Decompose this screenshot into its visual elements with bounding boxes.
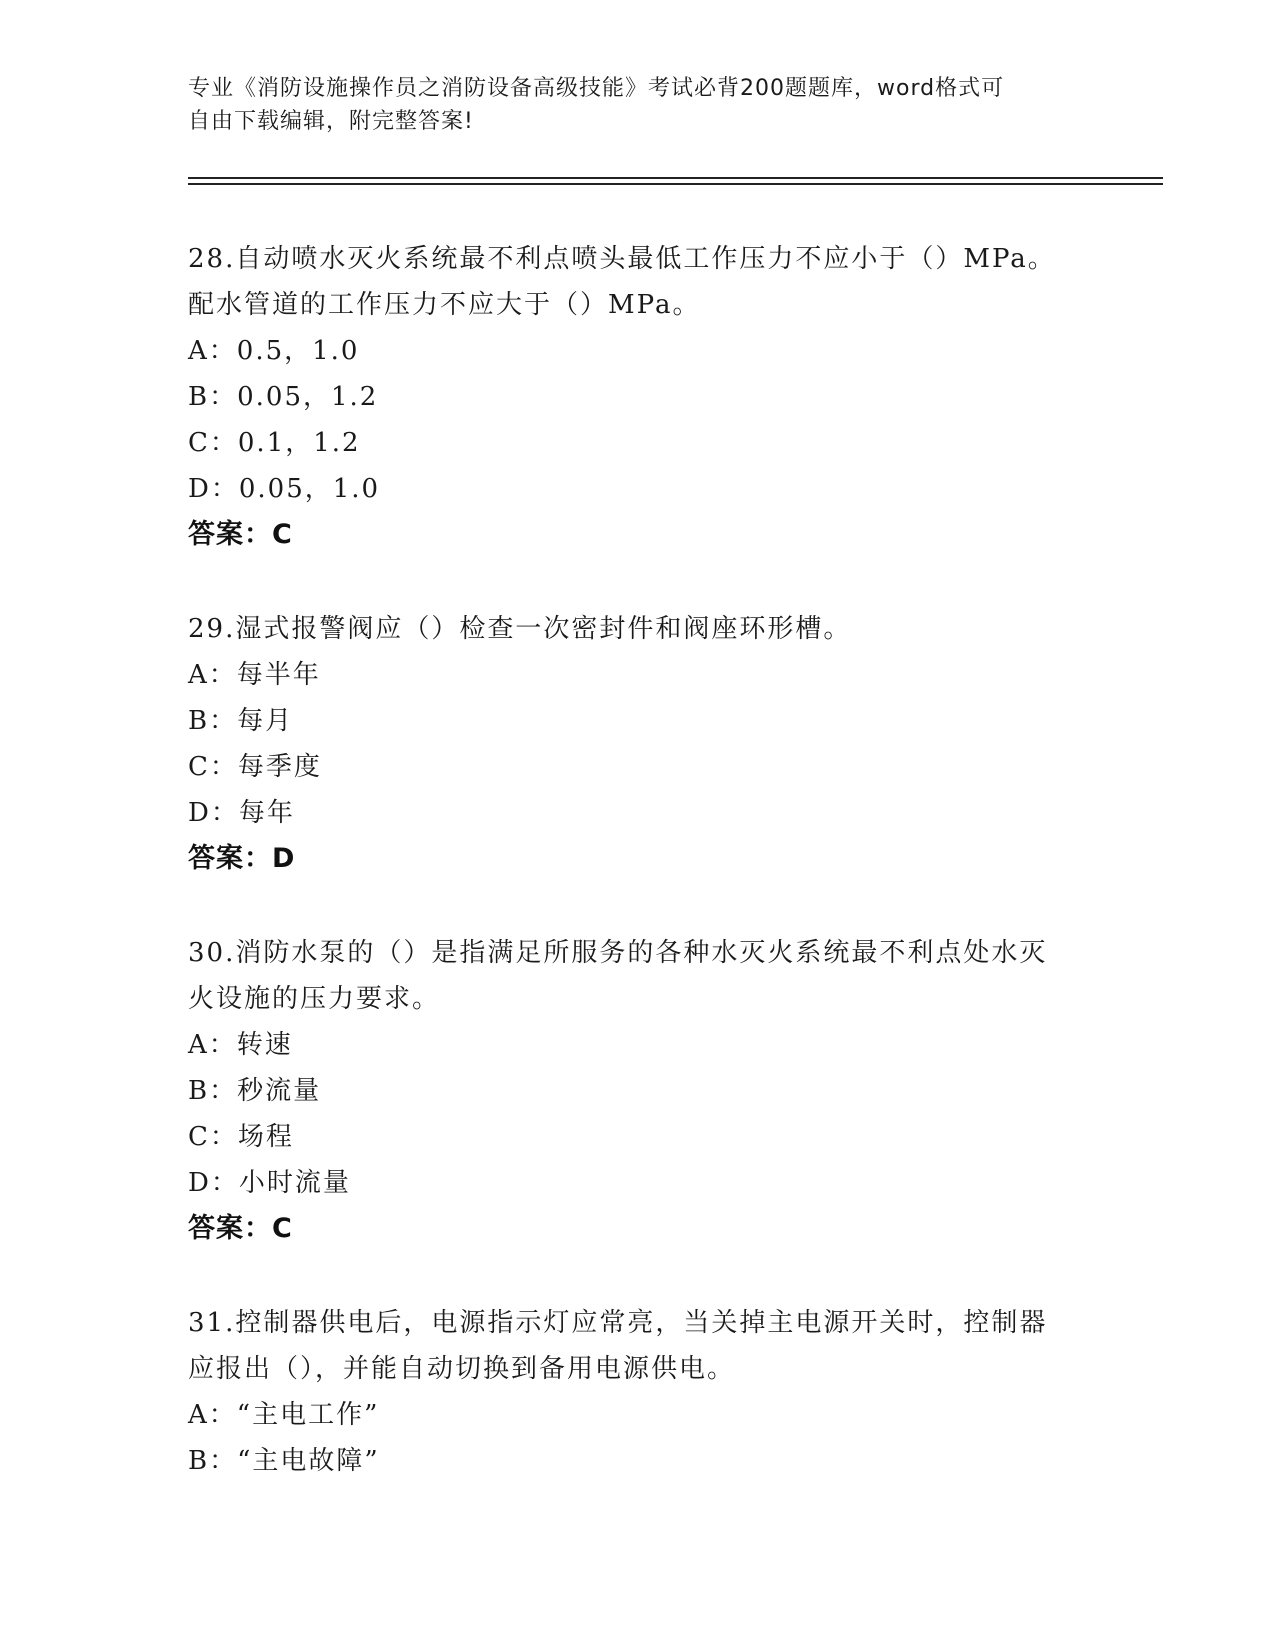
header-divider-top (188, 177, 1163, 179)
option-b: B：每月 (188, 706, 294, 736)
option-b: B：秒流量 (188, 1076, 322, 1106)
option-d: D：小时流量 (188, 1168, 351, 1198)
option-c: C：每季度 (188, 752, 322, 782)
option-a: A：0.5，1.0 (188, 336, 360, 366)
header-divider-bottom (188, 183, 1163, 185)
option-b: B：0.05，1.2 (188, 382, 379, 412)
answer: 答案：D (188, 843, 296, 874)
answer: 答案：C (188, 519, 293, 550)
question-list (188, 236, 1088, 1532)
header-line-2: 自由下载编辑，附完整答案! (188, 109, 474, 134)
question-28 (188, 236, 1088, 558)
option-a: A：每半年 (188, 660, 321, 690)
question-stem-continued: 应报出（），并能自动切换到备用电源供电。 (188, 1354, 736, 1384)
header-line-1: 专业《消防设施操作员之消防设备高级技能》考试必背200题题库，word格式可 (188, 76, 1005, 101)
question-31 (188, 1300, 1088, 1484)
option-a: A：转速 (188, 1030, 293, 1060)
option-a: A：“主电工作” (188, 1400, 380, 1430)
question-stem: 29.湿式报警阀应（）检查一次密封件和阀座环形槽。 (188, 614, 852, 644)
answer: 答案：C (188, 1213, 293, 1244)
question-stem: 31.控制器供电后，电源指示灯应常亮，当关掉主电源开关时，控制器 (188, 1308, 1048, 1338)
option-d: D：每年 (188, 798, 295, 828)
question-29 (188, 606, 1088, 882)
question-stem-continued: 火设施的压力要求。 (188, 984, 441, 1014)
option-c: C：场程 (188, 1122, 294, 1152)
option-b: B：“主电故障” (188, 1446, 380, 1476)
question-stem-continued: 配水管道的工作压力不应大于（）MPa。 (188, 290, 701, 320)
document-header (188, 72, 1068, 138)
question-30 (188, 930, 1088, 1252)
option-d: D：0.05，1.0 (188, 474, 381, 504)
question-stem: 30.消防水泵的（）是指满足所服务的各种水灭火系统最不利点处水灭 (188, 938, 1048, 968)
option-c: C：0.1，1.2 (188, 428, 361, 458)
question-stem: 28.自动喷水灭火系统最不利点喷头最低工作压力不应小于（）MPa。 (188, 244, 1056, 274)
